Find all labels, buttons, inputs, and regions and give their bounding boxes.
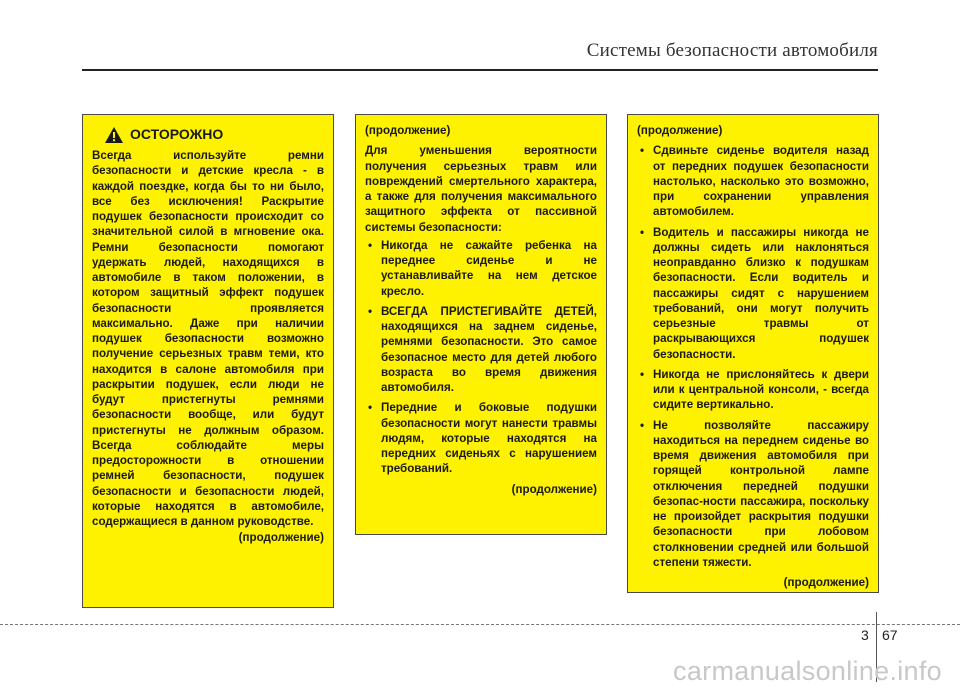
continued-top-label: (продолжение) (637, 124, 723, 137)
watermark: carmanualsonline.info (673, 656, 942, 686)
list-item: • Никогда не сажайте ребенка на переднее сиденье и не устанавливайте на нем детское кресло. (365, 238, 597, 299)
bullet-list (637, 143, 869, 570)
continued-top-label: (продолжение) (365, 124, 451, 137)
continued-label: (продолжение) (783, 576, 869, 589)
list-item: • Сдвиньте сиденье водителя назад от передних подушек безопасности настолько, насколько это возможно, при сохранении управления автомобилем. (637, 143, 869, 219)
warning-box (82, 114, 334, 608)
continued-label: (продолжение) (511, 482, 597, 496)
warning-heading (104, 126, 324, 144)
page-number: 67 (882, 627, 898, 643)
list-item: • Никогда не прислоняйтесь к двери или к центральной консоли, - всегда сидите вертикально. (637, 367, 869, 413)
warning-title: ОСТОРОЖНО (130, 126, 224, 143)
continued-label: (продолжение) (238, 531, 324, 545)
header-rule (82, 69, 878, 71)
warning-continuation-box-2 (627, 114, 879, 593)
warning-body-text: Всегда используйте ремни безопасности и детские кресла - в каждой поездке, когда бы то ни было, все без исключения! Раскрытие подушек безопасности происходит со значительной силой в мгновение ока. Ремни безопасности помогают удержать людей, находящихся в автомобиле в таком положении, в котором защитный эффект подушек безопасности проявляется максимально. Даже при наличии подушек безопасности возможно получение серьезных травм теми, кто находится в салоне автомобиля при раскрытии подушек, если люди не будут пристегнуты ремнями безопасности вообще, или будут пристегнуты не должным образом. Всегда соблюдайте меры предосторожности в отношении ремней безопасности, подушек безопасности и безопасности людей, которые находятся в автомобиле, содержащиеся в данном руководстве. (92, 149, 324, 528)
bullet-list (365, 238, 597, 477)
footer-rule (0, 624, 960, 625)
chapter-number: 3 (861, 627, 869, 643)
list-item: • Не позволяйте пассажиру находиться на переднем сиденье во время движения автомобиля при горящей контрольной лампе отключения передней подушки безопас-ности пассажира, поскольку не произойдет раскрытия подушки безопасности при лобовом столкновении средней или большой степени тяжести. (637, 418, 869, 571)
list-item: • ВСЕГДА ПРИСТЕГИВАЙТЕ ДЕТЕЙ, находящихся на заднем сиденье, ремнями безопасности. Это самое безопасное место для детей любого возраста во время движения автомобиля. (365, 304, 597, 396)
warning-triangle-icon (104, 126, 124, 144)
list-item: • Водитель и пассажиры никогда не должны сидеть или наклоняться неоправданно близко к подушкам безопасности. Если водитель и пассажиры сидят с нарушением требований, они могут получить серьезные травмы от раскрывающихся подушек безопасности. (637, 225, 869, 362)
page-header-title: Системы безопасности автомобиля (586, 40, 878, 61)
intro-text: Для уменьшения вероятности получения серьезных травм или повреждений смертельного характера, а также для получения максимального защитного эффекта от пассивной системы безопасности: (365, 144, 597, 234)
warning-continuation-box-1 (355, 114, 607, 535)
list-item: • Передние и боковые подушки безопасности могут нанести травмы людям, которые находятся на передних сиденьях с нарушением требований. (365, 400, 597, 476)
